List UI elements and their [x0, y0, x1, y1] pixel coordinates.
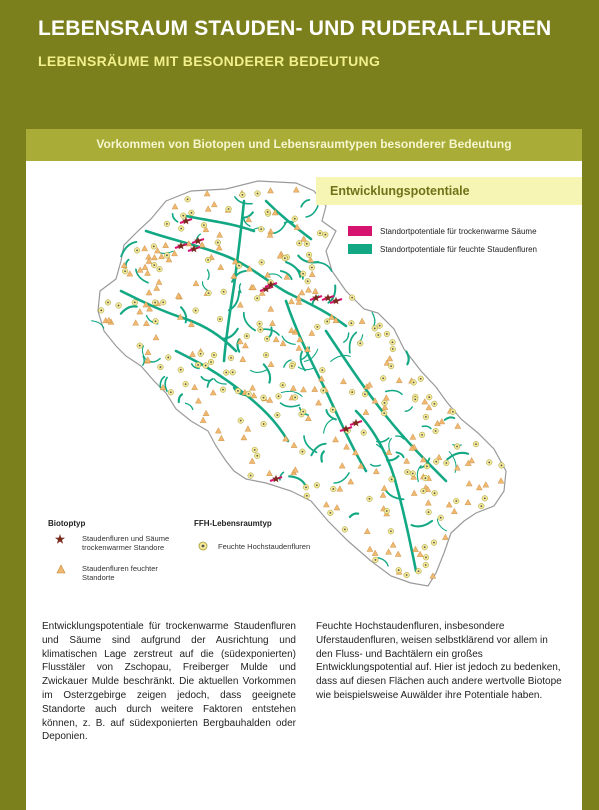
- legend-swatch-wet: [348, 244, 372, 254]
- ffh-marker: [499, 463, 505, 469]
- ffh-marker: [453, 498, 459, 504]
- ffh-marker: [248, 473, 254, 479]
- ffh-marker: [265, 209, 271, 215]
- ffh-marker: [372, 326, 378, 332]
- ffh-marker: [396, 567, 402, 573]
- ffh-marker: [320, 388, 326, 394]
- ffh-marker: [423, 562, 429, 568]
- ffh-marker: [228, 355, 234, 361]
- ffh-marker: [289, 363, 295, 369]
- ffh-marker: [320, 367, 326, 373]
- biotoptyp-label-wet: Staudenfluren feuchter Standorte: [82, 564, 158, 582]
- paragraph-right: Feuchte Hochstaudenfluren, insbesondere Uferstaudenfluren, weisen selbstklärend vor allem in den Fluss- und Bachtälern ein großes Entwicklungspotential auf. Hier ist jedoch zu bedenken, dass auf diesen Flächen auch andere wertvolle Biotope wie beispielsweise Auwälder ihre Potentiale haben.: [316, 621, 562, 701]
- ffh-marker: [324, 319, 330, 325]
- ffh-marker: [423, 414, 429, 420]
- ffh-marker: [390, 339, 396, 345]
- ffh-marker: [411, 380, 417, 386]
- region-outline: [98, 181, 506, 586]
- ffh-marker: [264, 336, 270, 342]
- page-subtitle: LEBENSRÄUME MIT BESONDERER BEDEUTUNG: [38, 53, 381, 69]
- text-column-right: [316, 620, 564, 703]
- ffh-marker: [357, 341, 363, 347]
- ffh-marker: [373, 557, 379, 563]
- ffh-marker: [330, 407, 336, 413]
- ffh-marker: [230, 370, 236, 376]
- star-icon: [55, 534, 65, 544]
- ffh-marker: [105, 300, 111, 306]
- ffh-marker: [315, 324, 321, 330]
- ffh-marker: [134, 248, 140, 254]
- ffh-marker: [206, 290, 212, 296]
- ffh-marker: [305, 278, 311, 284]
- paragraph-left: Entwicklungspotentiale für trockenwarme Staudenfluren und Säume sind aufgrund der Ausrichtung und klimatischen Lage zerstreut auf die (südexponierten) Flusstäler von Zschopau, Freiberger Mulde und Zwickauer Mulde beschränkt. Die aktuellen Vorkommen im Osterzgebirge zeigen jedoch, dass geeignete Standorte auch durch weitere Faktoren entstehen können, z. B. auf südexponierten Bergbauhalden oder Deponien.: [42, 621, 296, 743]
- ffh-marker: [416, 568, 422, 574]
- ffh-marker: [255, 191, 261, 197]
- ffh-marker: [158, 364, 164, 370]
- ffh-marker: [201, 222, 207, 228]
- section-band-title: Vorkommen von Biotopen und Lebensraumtypen besonderer Bedeutung: [96, 137, 512, 151]
- ffh-marker: [450, 409, 456, 415]
- ffh-marker: [275, 412, 281, 418]
- ffh-marker: [137, 343, 143, 349]
- ffh-marker: [183, 381, 189, 387]
- ffh-marker: [473, 441, 479, 447]
- legend-swatch-dry: [348, 226, 372, 236]
- ffh-marker: [486, 460, 492, 466]
- ffh-marker: [217, 316, 223, 322]
- ffh-marker: [164, 221, 170, 227]
- ffh-marker: [296, 240, 302, 246]
- map-area: [26, 161, 582, 601]
- ffh-marker: [189, 210, 195, 216]
- ffh-marker: [388, 363, 394, 369]
- ffh-marker: [367, 496, 373, 502]
- ffh-marker: [412, 397, 418, 403]
- ffh-marker: [263, 352, 269, 358]
- text-column-left: [42, 620, 296, 744]
- header: [0, 0, 599, 120]
- ffh-marker: [160, 299, 166, 305]
- ffh-marker: [116, 303, 122, 309]
- ffh-marker: [304, 493, 310, 499]
- ffh-heading: FFH-Lebensraumtyp: [194, 519, 272, 528]
- ffh-marker: [195, 362, 201, 368]
- ffh-marker: [211, 352, 217, 358]
- biotoptyp-label-dry: Staudenfluren und Säume trockenwarmer Standore: [82, 534, 170, 552]
- ffh-label: Feuchte Hochstaudenfluren: [218, 542, 311, 551]
- ffh-marker: [164, 253, 170, 259]
- ffh-marker: [178, 226, 184, 232]
- ffh-marker: [418, 376, 424, 382]
- ffh-marker: [254, 295, 260, 301]
- ffh-marker: [257, 321, 263, 327]
- ffh-marker: [220, 387, 226, 393]
- ffh-marker: [261, 395, 267, 401]
- ffh-marker: [252, 447, 258, 453]
- ffh-marker: [426, 509, 432, 515]
- ffh-marker: [258, 226, 264, 232]
- ffh-marker: [98, 308, 104, 314]
- page-title: LEBENSRAUM STAUDEN- UND RUDERALFLUREN: [38, 17, 552, 40]
- ffh-marker: [317, 230, 323, 236]
- ffh-marker: [410, 471, 416, 477]
- ffh-marker: [314, 482, 320, 488]
- triangle-icon: [56, 564, 66, 574]
- ffh-marker: [238, 418, 244, 424]
- ffh-marker: [292, 216, 298, 222]
- biotoptyp-heading: Biotoptyp: [48, 519, 86, 528]
- ffh-marker: [423, 475, 429, 481]
- ffh-marker: [382, 400, 388, 406]
- ffh-marker: [375, 332, 381, 338]
- ffh-marker: [244, 333, 250, 339]
- ffh-marker: [304, 241, 310, 247]
- ffh-marker: [422, 544, 428, 550]
- ffh-marker: [226, 206, 232, 212]
- ffh-marker: [203, 363, 209, 369]
- ffh-marker: [438, 515, 444, 521]
- ffh-marker: [152, 300, 158, 306]
- ffh-marker: [377, 323, 383, 329]
- ffh-marker: [381, 410, 387, 416]
- ffh-marker: [433, 428, 439, 434]
- ffh-marker: [421, 488, 427, 494]
- ffh-marker: [479, 503, 485, 509]
- ffh-marker: [193, 308, 199, 314]
- ffh-marker: [309, 265, 315, 271]
- ffh-marker: [280, 382, 286, 388]
- ffh-marker: [454, 444, 460, 450]
- ffh-marker: [432, 490, 438, 496]
- ffh-marker: [151, 244, 157, 250]
- ffh-marker: [151, 262, 157, 268]
- ffh-marker: [185, 197, 191, 203]
- ffh-marker: [384, 331, 390, 337]
- ffh-marker: [300, 449, 306, 455]
- ffh-marker: [328, 510, 334, 516]
- ffh-marker: [132, 300, 138, 306]
- ffh-marker: [300, 409, 306, 415]
- ffh-marker: [431, 540, 437, 546]
- ffh-marker: [390, 346, 396, 352]
- ffh-marker: [349, 389, 355, 395]
- ffh-marker: [404, 572, 410, 578]
- ffh-marker: [215, 240, 221, 246]
- ffh-marker: [258, 327, 264, 333]
- ffh-marker: [444, 460, 450, 466]
- ffh-marker: [165, 355, 171, 361]
- ffh-marker: [208, 359, 214, 365]
- ffh-marker: [282, 255, 288, 261]
- ffh-marker: [235, 388, 241, 394]
- legend-label-dry: Standortpotentiale für trockenwarme Säume: [380, 227, 537, 236]
- ffh-marker: [303, 485, 309, 491]
- ffh-marker: [424, 463, 430, 469]
- ffh-marker: [348, 320, 354, 326]
- ffh-marker: [198, 351, 204, 357]
- ffh-marker: [306, 252, 312, 258]
- ffh-marker: [423, 555, 429, 561]
- ffh-marker: [180, 213, 186, 219]
- ffh-marker: [419, 432, 425, 438]
- legend-panel: [316, 177, 582, 205]
- ffh-marker: [380, 376, 386, 382]
- ffh-marker: [384, 508, 390, 514]
- ffh-marker: [433, 459, 439, 465]
- ffh-marker: [259, 260, 265, 266]
- ffh-marker: [236, 263, 242, 269]
- ffh-marker: [426, 394, 432, 400]
- ffh-marker: [349, 295, 355, 301]
- ffh-marker: [388, 528, 394, 534]
- ffh-marker: [276, 394, 282, 400]
- ffh-marker: [246, 391, 252, 397]
- ffh-marker: [221, 289, 227, 295]
- section-band: [26, 129, 582, 161]
- ffh-marker: [405, 469, 411, 475]
- dot-circle-icon: [198, 541, 208, 551]
- ffh-marker: [432, 401, 438, 407]
- ffh-marker: [178, 367, 184, 373]
- ffh-marker: [240, 192, 246, 198]
- ffh-marker: [122, 268, 128, 274]
- ffh-marker: [205, 257, 211, 263]
- ffh-marker: [157, 266, 163, 272]
- legend-panel-title: Entwicklungspotentiale: [330, 184, 470, 198]
- content-area: [26, 161, 582, 810]
- ffh-marker: [223, 370, 229, 376]
- ffh-marker: [342, 527, 348, 533]
- ffh-marker: [361, 430, 367, 436]
- ffh-marker: [168, 389, 174, 395]
- ffh-marker: [482, 496, 488, 502]
- ffh-marker: [300, 271, 306, 277]
- ffh-marker: [389, 477, 395, 483]
- ffh-marker: [331, 486, 337, 492]
- ffh-marker: [153, 318, 159, 324]
- legend-label-wet: Standortpotentiale für feuchte Staudenfluren: [380, 245, 537, 254]
- ffh-marker: [292, 395, 298, 401]
- ffh-marker: [362, 391, 368, 397]
- ffh-marker: [323, 232, 329, 238]
- ffh-marker: [254, 453, 260, 459]
- ffh-marker: [261, 421, 267, 427]
